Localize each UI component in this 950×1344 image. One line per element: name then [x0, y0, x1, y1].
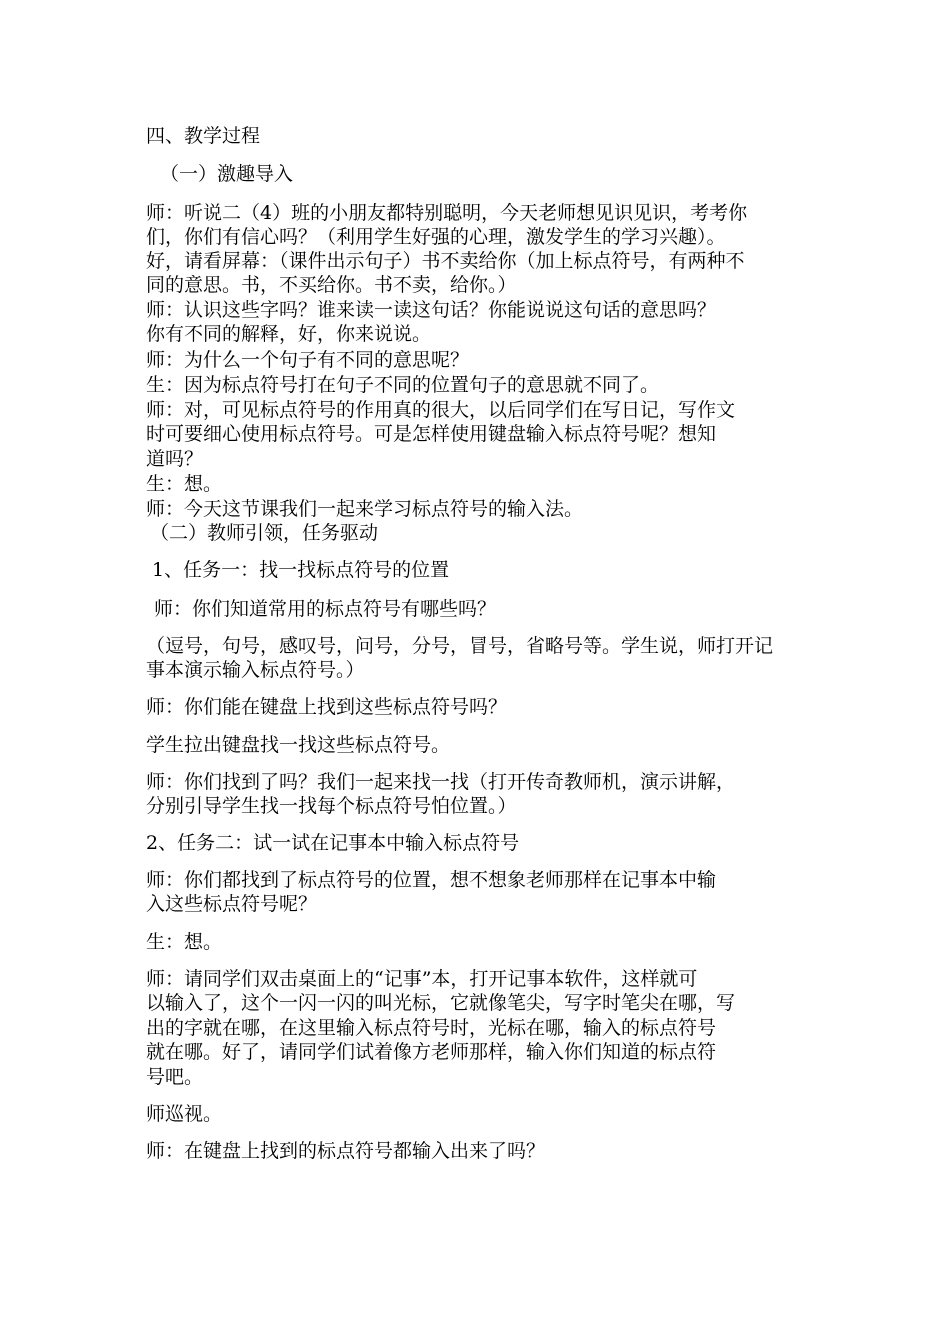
paragraph-line: 师：请同学们双击桌面上的“记事”本，打开记事本软件，这样就可 [146, 968, 698, 990]
paragraph-line: 好，请看屏幕：（课件出示句子）书不卖给你（加上标点符号，有两种不 [146, 250, 745, 272]
paragraph-line: 分别引导学生找一找每个标点符号怕位置。） [146, 795, 517, 817]
paragraph-line: 师：你们知道常用的标点符号有哪些吗？ [154, 598, 497, 620]
paragraph-line: 生：想。 [146, 473, 223, 495]
paragraph-line: 们，你们有信心吗？（利用学生好强的心理，激发学生的学习兴趣）。 [146, 226, 726, 248]
subsection-heading: （二）教师引领，任务驱动 [150, 522, 379, 544]
paragraph-line: 师：对，可见标点符号的作用真的很大，以后同学们在写日记，写作文 [146, 399, 736, 421]
paragraph-line: 生：因为标点符号打在句子不同的位置句子的意思就不同了。 [146, 374, 660, 396]
subsection-heading: （一）激趣导入 [160, 163, 294, 185]
task-heading: 2、任务二：试一试在记事本中输入标点符号 [146, 832, 520, 854]
task-heading: 1、任务一：找一找标点符号的位置 [152, 559, 450, 581]
paragraph-line: （逗号，句号，感叹号，问号，分号，冒号，省略号等。学生说，师打开记 [146, 635, 774, 657]
paragraph-line: 师巡视。 [146, 1103, 223, 1125]
paragraph-line: 生：想。 [146, 931, 223, 953]
paragraph-line: 师：今天这节课我们一起来学习标点符号的输入法。 [146, 498, 584, 520]
paragraph-line: 学生拉出键盘找一找这些标点符号。 [146, 734, 451, 756]
paragraph-line: 师：你们都找到了标点符号的位置，想不想象老师那样在记事本中输 [146, 869, 717, 891]
paragraph-line: 以输入了，这个一闪一闪的叫光标，它就像笔尖，写字时笔尖在哪，写 [146, 992, 736, 1014]
paragraph-line: 号吧。 [146, 1066, 204, 1088]
section-heading: 四、教学过程 [146, 125, 261, 147]
paragraph-line: 师：听说二（4）班的小朋友都特别聪明，今天老师想见识见识，考考你 [146, 202, 748, 224]
paragraph-line: 同的意思。书，不买给你。书不卖，给你。） [146, 274, 517, 296]
paragraph-line: 师：你们能在键盘上找到这些标点符号吗？ [146, 696, 508, 718]
paragraph-line: 师：认识这些字吗？谁来读一读这句话？你能说说这句话的意思吗？ [146, 299, 717, 321]
paragraph-line: 出的字就在哪，在这里输入标点符号时，光标在哪，输入的标点符号 [146, 1017, 717, 1039]
paragraph-line: 时可要细心使用标点符号。可是怎样使用键盘输入标点符号呢？想知 [146, 423, 717, 445]
paragraph-line: 道吗？ [146, 448, 204, 470]
paragraph-line: 师：你们找到了吗？我们一起来找一找（打开传奇教师机，演示讲解， [146, 771, 736, 793]
paragraph-line: 师：在键盘上找到的标点符号都输入出来了吗？ [146, 1140, 546, 1162]
paragraph-line: 入这些标点符号呢？ [146, 893, 318, 915]
paragraph-line: 就在哪。好了，请同学们试着像方老师那样，输入你们知道的标点符 [146, 1041, 717, 1063]
paragraph-line: 你有不同的解释，好，你来说说。 [146, 323, 432, 345]
paragraph-line: 师：为什么一个句子有不同的意思呢？ [146, 349, 470, 371]
paragraph-line: 事本演示输入标点符号。） [146, 659, 365, 681]
